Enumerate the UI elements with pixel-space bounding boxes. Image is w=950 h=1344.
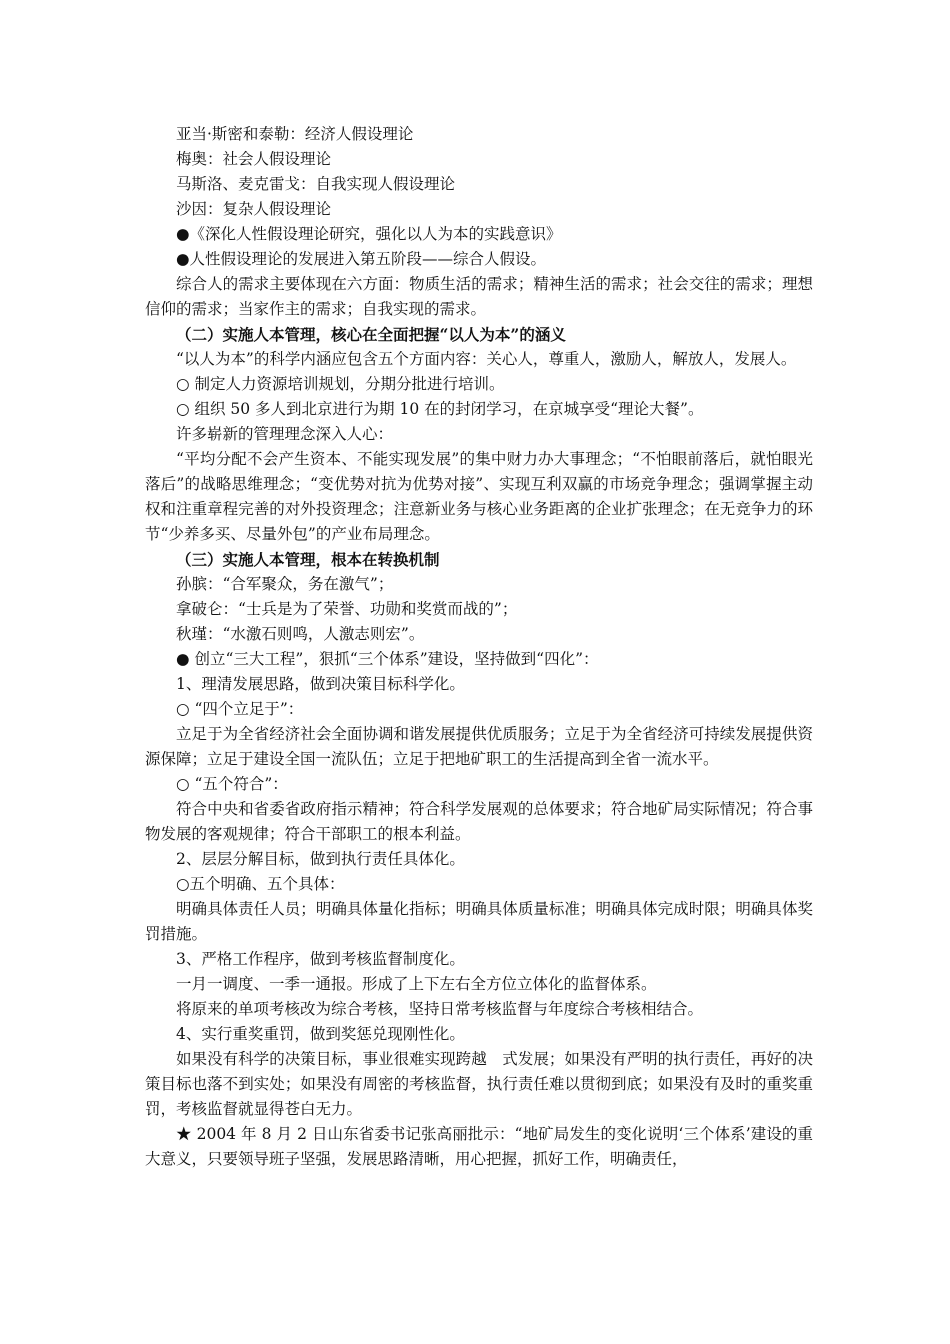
paragraph: 沙因：复杂人假设理论 (176, 200, 332, 218)
paragraph: 4、实行重奖重罚，做到奖惩兑现刚性化。 (176, 1025, 465, 1043)
paragraph: 孙膑：“合军聚众，务在激气”； (176, 575, 394, 593)
paragraph: “以人为本”的科学内涵应包含五个方面内容：关心人，尊重人，激励人，解放人，发展人。 (176, 350, 797, 368)
paragraph: 梅奥：社会人假设理论 (176, 150, 332, 168)
paragraph: ○五个明确、五个具体： (176, 875, 345, 893)
paragraph: ○ 制定人力资源培训规划，分期分批进行培训。 (176, 375, 505, 393)
section-heading: （二）实施人本管理，核心在全面把握“以人为本”的涵义 (176, 325, 566, 344)
section-heading: （三）实施人本管理，根本在转换机制 (176, 550, 440, 569)
paragraph: ●《深化人性假设理论研究，强化以人为本的实践意识》 (176, 225, 562, 243)
paragraph: 立足于为全省经济社会全面协调和谐发展提供优质服务；立足于为全省经济可持续发展提供资源保障；立足于建设全国一流队伍；立足于把地矿职工的生活提高到全省一流水平。 (145, 725, 813, 768)
paragraph: ● 创立“三大工程”，狠抓“三个体系”建设，坚持做到“四化”： (176, 650, 599, 668)
paragraph: 秋瑾：“水激石则鸣，人激志则宏”。 (176, 625, 425, 643)
paragraph: 许多崭新的管理理念深入人心： (176, 425, 394, 443)
paragraph: 符合中央和省委省政府指示精神；符合科学发展观的总体要求；符合地矿局实际情况；符合事物发展的客观规律；符合干部职工的根本利益。 (145, 800, 813, 843)
document-body (145, 122, 813, 1172)
paragraph: “平均分配不会产生资本、不能实现发展”的集中财力办大事理念；“不怕眼前落后，就怕眼光落后”的战略思维理念；“变优势对抗为优势对接”、实现互利双赢的市场竞争理念；强调掌握主动权和注重章程完善的对外投资理念；注意新业务与核心业务距离的企业扩张理念；在无竞争力的环节“少养多买、尽量外包”的产业布局理念。 (145, 450, 813, 543)
paragraph: ●人性假设理论的发展进入第五阶段——综合人假设。 (176, 250, 547, 268)
paragraph: ○ 组织 50 多人到北京进行为期 10 在的封闭学习，在京城享受“理论大餐”。 (176, 400, 704, 418)
paragraph: ○ “五个符合”： (176, 775, 288, 793)
paragraph: 1、理清发展思路，做到决策目标科学化。 (176, 675, 465, 693)
paragraph: 将原来的单项考核改为综合考核，坚持日常考核监督与年度综合考核相结合。 (176, 1000, 704, 1018)
paragraph: 如果没有科学的决策目标，事业很难实现跨越 式发展；如果没有严明的执行责任，再好的决策目标也落不到实处；如果没有周密的考核监督，执行责任难以贯彻到底；如果没有及时的重奖重罚，考核监督就显得苍白无力。 (145, 1050, 813, 1118)
paragraph: 亚当·斯密和泰勒：经济人假设理论 (176, 125, 414, 143)
paragraph: ★ 2004 年 8 月 2 日山东省委书记张高丽批示：“地矿局发生的变化说明‘三个体系’建设的重大意义，只要领导班子坚强，发展思路清晰，用心把握，抓好工作，明确责任， (145, 1125, 813, 1168)
paragraph: 明确具体责任人员；明确具体量化指标；明确具体质量标准；明确具体完成时限；明确具体奖罚措施。 (145, 900, 813, 943)
paragraph: 一月一调度、一季一通报。形成了上下左右全方位立体化的监督体系。 (176, 975, 657, 993)
paragraph: 马斯洛、麦克雷戈：自我实现人假设理论 (176, 175, 456, 193)
paragraph: 2、层层分解目标，做到执行责任具体化。 (176, 850, 465, 868)
paragraph: 综合人的需求主要体现在六方面：物质生活的需求；精神生活的需求；社会交往的需求；理想信仰的需求；当家作主的需求；自我实现的需求。 (145, 275, 813, 318)
paragraph: ○ “四个立足于”： (176, 700, 304, 718)
paragraph: 拿破仑：“士兵是为了荣誉、功勋和奖赏而战的”； (176, 600, 518, 618)
paragraph: 3、严格工作程序，做到考核监督制度化。 (176, 950, 465, 968)
